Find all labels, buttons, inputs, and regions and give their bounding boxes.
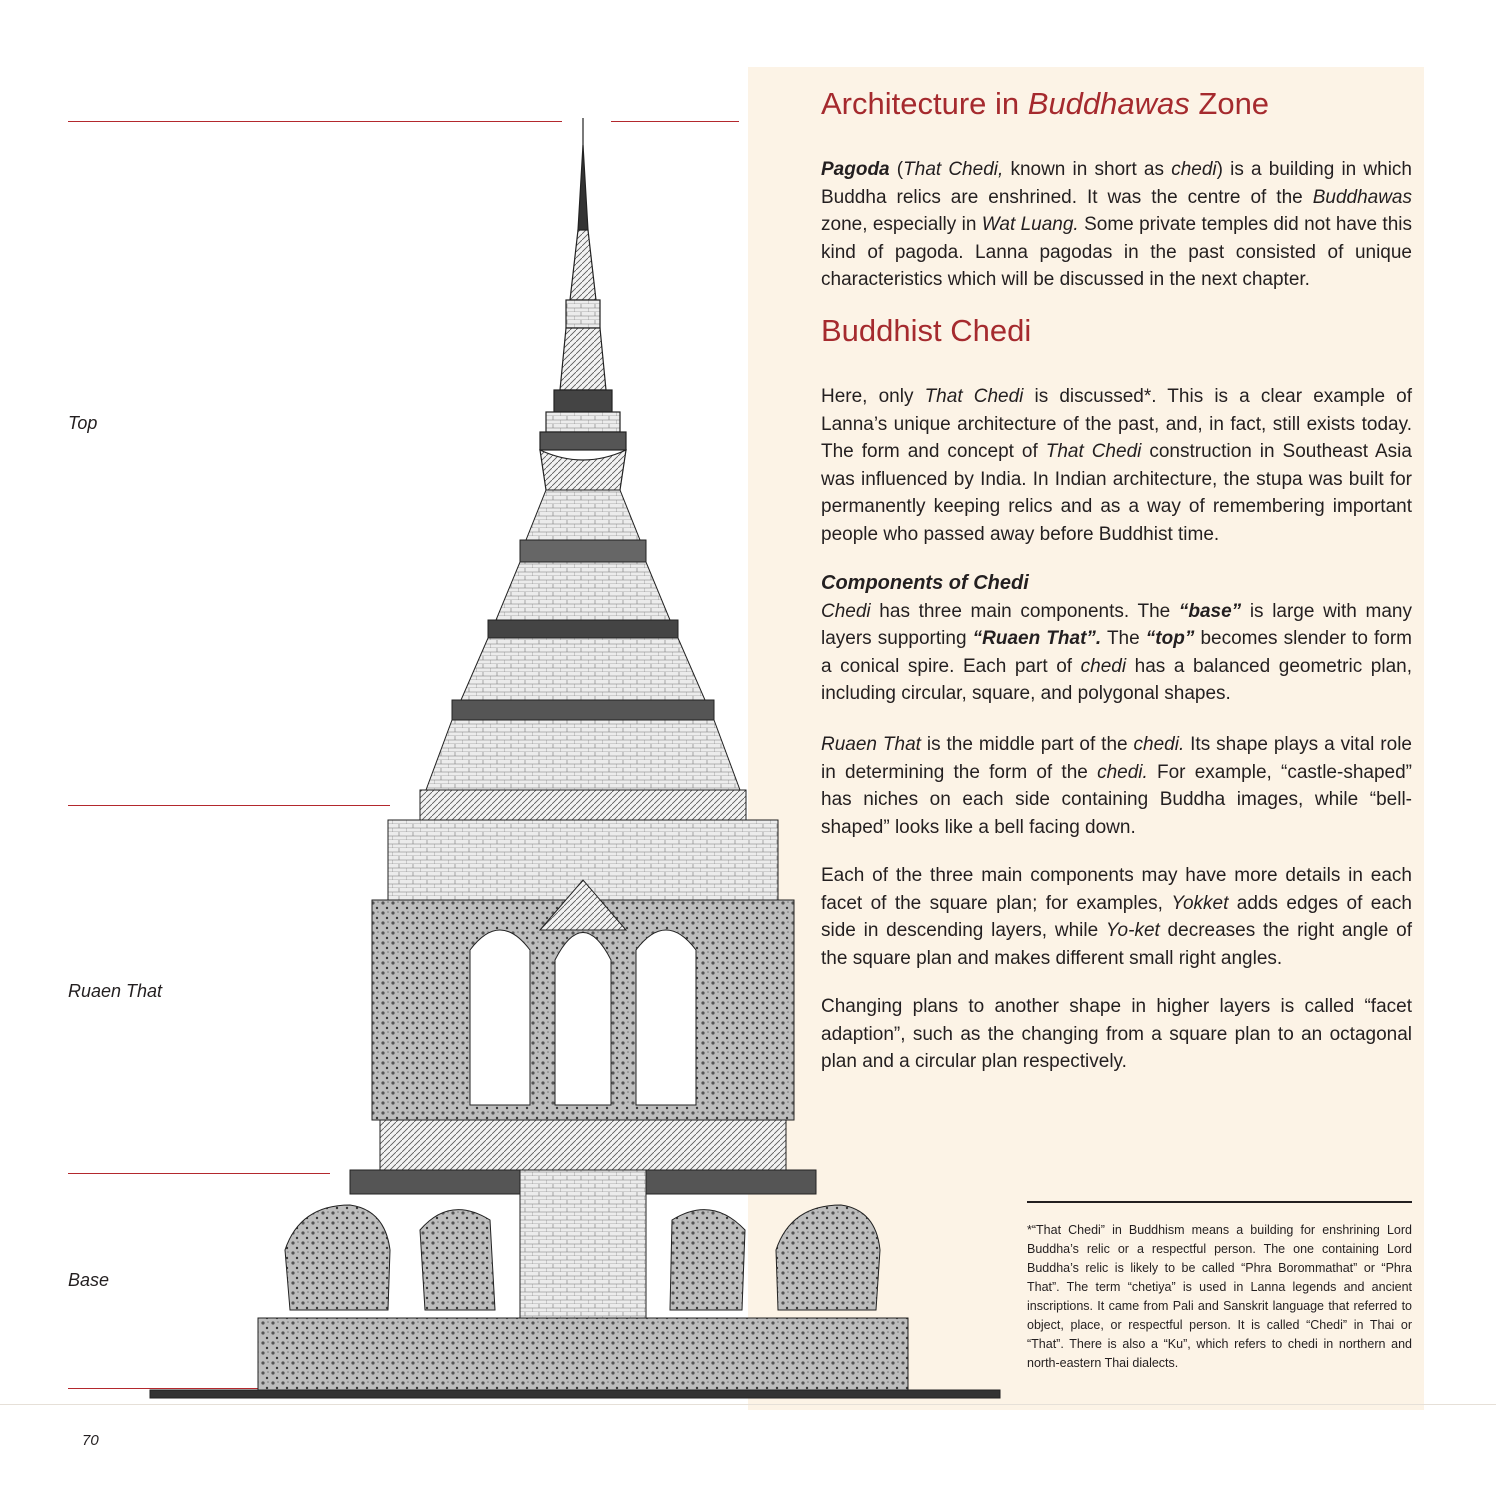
spire [540,118,626,495]
label-ruaen-that: Ruaen That [68,981,163,1001]
pagoda-paragraph: Pagoda (That Chedi, known in short as chedi) is a building in which Buddha relics are enshrined. It was the centre of the Buddhawas zone, especially in Wat Luang. Some private temples did not have this kind of pagoda. Lanna pagodas in the past consisted of unique characteristics which will be discussed in the next chapter. [821,159,1412,290]
heading-architecture: Architecture in Buddhawas Zone [821,86,1270,121]
footnote-rule [1027,1201,1412,1203]
ruaen-that-paragraph: Ruaen That is the middle part of the chedi. Its shape plays a vital role in determining the form of the chedi. For example, “castle-shaped” has niches on each side containing Buddha images, while “bell-shaped” looks like a bell facing down. [821,734,1412,838]
label-base: Base [68,1270,110,1290]
base-terrace [150,1170,1000,1398]
ruaen-that-body [372,820,794,1170]
footnote: *“That Chedi” in Buddhism means a building for enshrining Lord Buddha’s relic or a respectful person. The one containing Lord Buddha’s relic is likely to be called “Phra Borommathat” or “Phra That”. The term “chetiya” is used in Lanna legends and ancient inscriptions. It came from Pali and Sanskrit language that referred to object, place, or respectful person. It is called “Chedi” in Thai or “That”. There is also a “Ku”, which refers to chedi in northern and north-eastern Thai dialects. [1027,1223,1412,1370]
heading-buddhist-chedi: Buddhist Chedi [821,313,1032,348]
components-subheading: Components of Chedi [821,572,1029,594]
bell-tiers [420,490,746,820]
pagoda-term: Pagoda [821,159,890,180]
label-top: Top [68,413,98,433]
facet-paragraph: Each of the three main components may have more details in each facet of the square plan; for examples, Yokket adds edges of each side in descending layers, while Yo-ket decreases the right angle of the square plan and makes different small right angles. [821,865,1412,969]
page-number: 70 [82,1432,99,1449]
chedi-paragraph: Here, only That Chedi is discussed*. This is a clear example of Lanna’s unique architecture of the past, and, in fact, still exists today. The form and concept of That Chedi construction in Southeast Asia was influenced by India. In Indian architecture, the stupa was built for permanently keeping relics and as a way of remembering important people who passed away before Buddhist time. [821,386,1412,545]
adaption-paragraph: Changing plans to another shape in higher layers is called “facet adaption”, such as the changing from a square plan to an octagonal plan and a circular plan respectively. [821,996,1412,1072]
components-section: Components of Chedi Chedi has three main components. The “base” is large with many layers supporting “Ruaen That”. The “top” becomes slender to form a conical spire. Each part of chedi has a balanced geometric plan, including circular, square, and polygonal shapes. [821,572,1413,704]
